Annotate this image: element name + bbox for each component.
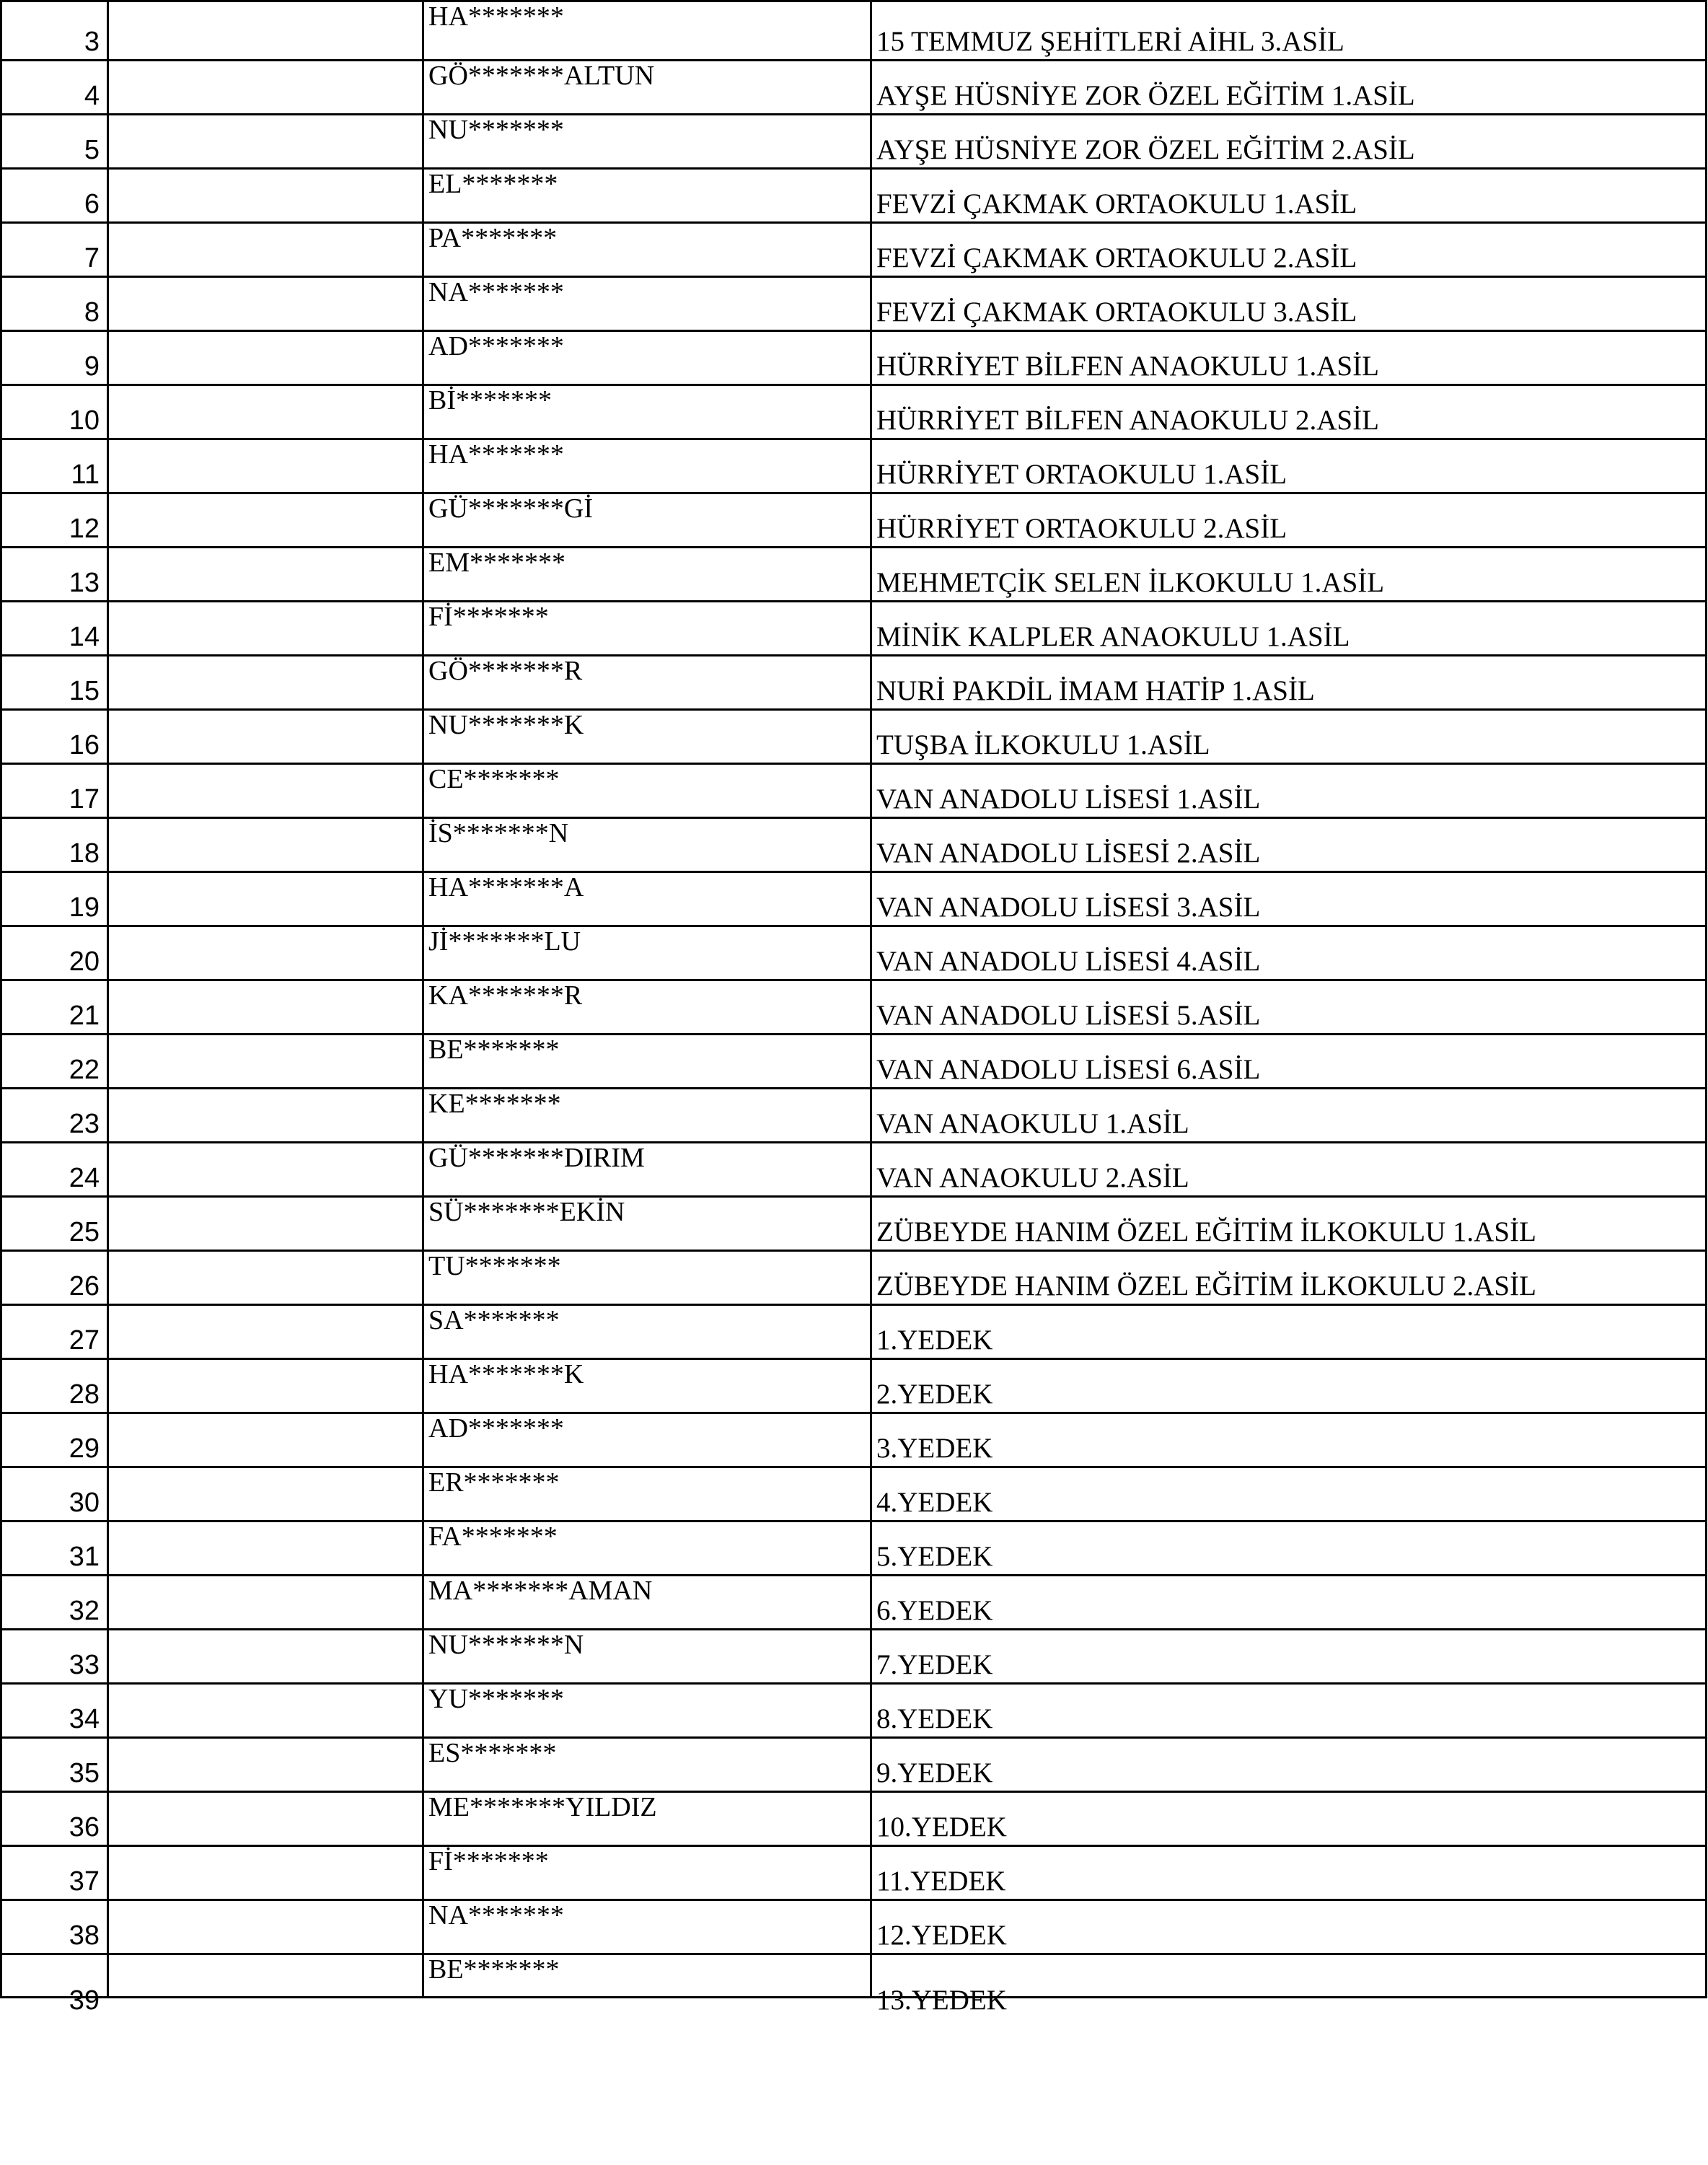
row-number-cell[interactable] [1, 980, 108, 1035]
table-row [1, 61, 1707, 115]
table-row [1, 1738, 1707, 1792]
school-assignment-cell[interactable] [871, 1035, 1707, 1089]
school-assignment: 7.YEDEK [876, 1649, 993, 1680]
row-number: 5 [84, 135, 100, 165]
row-number: 23 [69, 1109, 100, 1139]
empty-cell[interactable] [108, 1630, 423, 1684]
school-assignment: AYŞE HÜSNİYE ZOR ÖZEL EĞİTİM 1.ASİL [876, 80, 1415, 111]
row-number-cell[interactable] [1, 1684, 108, 1738]
empty-cell[interactable] [108, 818, 423, 872]
row-number: 16 [69, 730, 100, 760]
school-assignment-cell[interactable] [871, 1684, 1707, 1738]
school-assignment-cell[interactable] [871, 331, 1707, 385]
masked-name-cell[interactable] [423, 1359, 871, 1413]
row-number-cell[interactable] [1, 1630, 108, 1684]
table-row [1, 385, 1707, 439]
masked-name: HA*******K [428, 1359, 584, 1389]
masked-name: Jİ*******LU [428, 926, 581, 957]
row-number: 12 [69, 514, 100, 544]
school-assignment: VAN ANAOKULU 2.ASİL [876, 1162, 1189, 1193]
masked-name-cell[interactable] [423, 818, 871, 872]
masked-name-cell[interactable] [423, 656, 871, 710]
school-assignment: 2.YEDEK [876, 1379, 993, 1410]
row-number-cell[interactable] [1, 1413, 108, 1467]
row-number: 36 [69, 1812, 100, 1843]
empty-cell[interactable] [108, 1954, 423, 1998]
empty-cell[interactable] [108, 61, 423, 115]
table-row [1, 710, 1707, 764]
empty-cell[interactable] [108, 1197, 423, 1251]
school-assignment-cell[interactable] [871, 223, 1707, 277]
masked-name: Bİ******* [428, 385, 552, 416]
school-assignment: FEVZİ ÇAKMAK ORTAOKULU 1.ASİL [876, 188, 1357, 219]
school-assignment: VAN ANADOLU LİSESİ 6.ASİL [876, 1054, 1261, 1085]
row-number-cell[interactable] [1, 656, 108, 710]
table-row [1, 818, 1707, 872]
row-number-cell[interactable] [1, 548, 108, 602]
empty-cell[interactable] [108, 980, 423, 1035]
masked-name: KE******* [428, 1089, 561, 1119]
row-number-cell[interactable] [1, 710, 108, 764]
masked-name-cell[interactable] [423, 331, 871, 385]
masked-name-cell[interactable] [423, 385, 871, 439]
table-row [1, 548, 1707, 602]
school-assignment-cell[interactable] [871, 1900, 1707, 1954]
table-row [1, 1954, 1707, 1998]
school-assignment: ZÜBEYDE HANIM ÖZEL EĞİTİM İLKOKULU 2.ASİL [876, 1270, 1536, 1301]
row-number-cell[interactable] [1, 602, 108, 656]
masked-name-cell[interactable] [423, 1035, 871, 1089]
school-assignment-cell[interactable] [871, 439, 1707, 493]
masked-name-cell[interactable] [423, 548, 871, 602]
row-number-cell[interactable] [1, 1035, 108, 1089]
masked-name: ER******* [428, 1467, 560, 1498]
row-number-cell[interactable] [1, 1792, 108, 1846]
empty-cell[interactable] [108, 331, 423, 385]
empty-cell[interactable] [108, 169, 423, 223]
school-assignment: 6.YEDEK [876, 1595, 993, 1626]
empty-cell[interactable] [108, 1846, 423, 1900]
table-row [1, 169, 1707, 223]
school-assignment-cell[interactable] [871, 1143, 1707, 1197]
school-assignment-cell[interactable] [871, 710, 1707, 764]
school-assignment-cell[interactable] [871, 1089, 1707, 1143]
masked-name-cell[interactable] [423, 1684, 871, 1738]
school-assignment: 12.YEDEK [876, 1920, 1007, 1951]
masked-name: YU******* [428, 1684, 564, 1714]
masked-name: FA******* [428, 1521, 558, 1552]
masked-name: ES******* [428, 1738, 557, 1768]
school-assignment: AYŞE HÜSNİYE ZOR ÖZEL EĞİTİM 2.ASİL [876, 134, 1415, 165]
masked-name-cell[interactable] [423, 1305, 871, 1359]
school-assignment-cell[interactable] [871, 980, 1707, 1035]
masked-name-cell[interactable] [423, 926, 871, 980]
row-number: 19 [69, 892, 100, 923]
row-number-cell[interactable] [1, 1143, 108, 1197]
row-number-cell[interactable] [1, 385, 108, 439]
masked-name-cell[interactable] [423, 1089, 871, 1143]
empty-cell[interactable] [108, 710, 423, 764]
row-number-cell[interactable] [1, 1738, 108, 1792]
row-number-cell[interactable] [1, 1305, 108, 1359]
masked-name: HA******* [428, 1, 564, 32]
masked-name: HA*******A [428, 872, 584, 903]
table-row [1, 1900, 1707, 1954]
masked-name: Fİ******* [428, 1846, 549, 1876]
masked-name-cell[interactable] [423, 1738, 871, 1792]
table-row [1, 1, 1707, 61]
table-row [1, 1197, 1707, 1251]
table-row [1, 1521, 1707, 1576]
school-assignment-cell[interactable] [871, 818, 1707, 872]
school-assignment: VAN ANADOLU LİSESİ 2.ASİL [876, 838, 1261, 869]
masked-name: CE******* [428, 764, 560, 794]
row-number: 22 [69, 1055, 100, 1085]
table-row [1, 1251, 1707, 1305]
table-row [1, 1792, 1707, 1846]
row-number: 15 [69, 676, 100, 706]
table-row [1, 1684, 1707, 1738]
school-assignment: HÜRRİYET BİLFEN ANAOKULU 1.ASİL [876, 351, 1379, 382]
empty-cell[interactable] [108, 1684, 423, 1738]
school-assignment: MİNİK KALPLER ANAOKULU 1.ASİL [876, 621, 1350, 652]
empty-cell[interactable] [108, 1738, 423, 1792]
row-number-cell[interactable] [1, 1521, 108, 1576]
empty-cell[interactable] [108, 548, 423, 602]
row-number: 7 [84, 243, 100, 273]
school-assignment: FEVZİ ÇAKMAK ORTAOKULU 2.ASİL [876, 242, 1357, 273]
masked-name: GÖ*******R [428, 656, 583, 686]
row-number: 14 [69, 622, 100, 652]
school-assignment-cell[interactable] [871, 277, 1707, 331]
row-number: 24 [69, 1163, 100, 1193]
empty-cell[interactable] [108, 439, 423, 493]
empty-cell[interactable] [108, 1467, 423, 1521]
row-number: 18 [69, 838, 100, 869]
masked-name: AD******* [428, 331, 564, 361]
empty-cell[interactable] [108, 926, 423, 980]
row-number: 13 [69, 568, 100, 598]
row-number: 10 [69, 405, 100, 436]
school-assignment: NURİ PAKDİL İMAM HATİP 1.ASİL [876, 675, 1315, 706]
table-row [1, 1359, 1707, 1413]
row-number: 31 [69, 1542, 100, 1572]
empty-cell[interactable] [108, 493, 423, 548]
row-number: 34 [69, 1704, 100, 1734]
masked-name-cell[interactable] [423, 1846, 871, 1900]
school-assignment: 5.YEDEK [876, 1541, 993, 1572]
masked-name: GÜ*******Gİ [428, 493, 593, 524]
table-row [1, 1467, 1707, 1521]
row-number-cell[interactable] [1, 764, 108, 818]
school-assignment: 10.YEDEK [876, 1812, 1007, 1843]
row-number-cell[interactable] [1, 1089, 108, 1143]
row-number-cell[interactable] [1, 115, 108, 169]
row-number: 11 [71, 460, 100, 490]
row-number: 3 [84, 27, 100, 57]
school-assignment-cell[interactable] [871, 1521, 1707, 1576]
school-assignment: ZÜBEYDE HANIM ÖZEL EĞİTİM İLKOKULU 1.ASİL [876, 1216, 1536, 1247]
row-number: 21 [69, 1001, 100, 1031]
school-assignment: 15 TEMMUZ ŞEHİTLERİ AİHL 3.ASİL [876, 26, 1344, 57]
empty-cell[interactable] [108, 223, 423, 277]
school-assignment: HÜRRİYET ORTAOKULU 2.ASİL [876, 513, 1287, 544]
row-number-cell[interactable] [1, 331, 108, 385]
masked-name-cell[interactable] [423, 1792, 871, 1846]
masked-name: SA******* [428, 1305, 560, 1335]
empty-cell[interactable] [108, 656, 423, 710]
row-number: 27 [69, 1325, 100, 1356]
school-assignment: 13.YEDEK [876, 1985, 1007, 2016]
row-number: 38 [69, 1920, 100, 1951]
empty-cell[interactable] [108, 277, 423, 331]
masked-name-cell[interactable] [423, 1413, 871, 1467]
school-assignment-cell[interactable] [871, 1, 1707, 61]
row-number-cell[interactable] [1, 872, 108, 926]
masked-name-cell[interactable] [423, 1467, 871, 1521]
row-number: 20 [69, 947, 100, 977]
school-assignment-cell[interactable] [871, 493, 1707, 548]
school-assignment-cell[interactable] [871, 926, 1707, 980]
masked-name-cell[interactable] [423, 1521, 871, 1576]
school-assignment-cell[interactable] [871, 602, 1707, 656]
masked-name: NU*******N [428, 1630, 584, 1660]
school-assignment: VAN ANADOLU LİSESİ 4.ASİL [876, 946, 1261, 977]
masked-name-cell[interactable] [423, 602, 871, 656]
row-number: 35 [69, 1758, 100, 1788]
table-row [1, 1413, 1707, 1467]
row-number: 37 [69, 1866, 100, 1897]
school-assignment: VAN ANAOKULU 1.ASİL [876, 1108, 1189, 1139]
table-row [1, 493, 1707, 548]
table-row [1, 1089, 1707, 1143]
empty-cell[interactable] [108, 1792, 423, 1846]
masked-name: BE******* [428, 1954, 560, 1985]
row-number: 29 [69, 1433, 100, 1464]
empty-cell[interactable] [108, 1521, 423, 1576]
empty-cell[interactable] [108, 602, 423, 656]
masked-name: GÖ*******ALTUN [428, 61, 655, 91]
school-assignment-cell[interactable] [871, 1467, 1707, 1521]
table-row [1, 764, 1707, 818]
empty-cell[interactable] [108, 1305, 423, 1359]
table-row [1, 439, 1707, 493]
masked-name-cell[interactable] [423, 872, 871, 926]
school-assignment-cell[interactable] [871, 548, 1707, 602]
masked-name: BE******* [428, 1035, 560, 1065]
row-number-cell[interactable] [1, 1467, 108, 1521]
school-assignment: 9.YEDEK [876, 1757, 993, 1788]
masked-name-cell[interactable] [423, 439, 871, 493]
masked-name-cell[interactable] [423, 1630, 871, 1684]
school-assignment-cell[interactable] [871, 1954, 1707, 2016]
table-row [1, 1035, 1707, 1089]
row-number-cell[interactable] [1, 1576, 108, 1630]
school-assignment: 11.YEDEK [876, 1866, 1006, 1897]
masked-name: İS*******N [428, 818, 569, 848]
school-assignment-cell[interactable] [871, 1359, 1707, 1413]
empty-cell[interactable] [108, 1143, 423, 1197]
school-assignment-cell[interactable] [871, 656, 1707, 710]
empty-cell[interactable] [108, 115, 423, 169]
empty-cell[interactable] [108, 1, 423, 61]
table-row [1, 331, 1707, 385]
table-row [1, 926, 1707, 980]
school-assignment: FEVZİ ÇAKMAK ORTAOKULU 3.ASİL [876, 297, 1357, 328]
school-assignment: 1.YEDEK [876, 1325, 993, 1356]
table-row [1, 1305, 1707, 1359]
row-number: 25 [69, 1217, 100, 1247]
masked-name: NU******* [428, 115, 564, 145]
school-assignment-cell[interactable] [871, 1305, 1707, 1359]
school-assignment-cell[interactable] [871, 1738, 1707, 1792]
row-number: 9 [84, 351, 100, 382]
row-number: 33 [69, 1650, 100, 1680]
row-number-cell[interactable] [1, 1900, 108, 1954]
masked-name-cell[interactable] [423, 1143, 871, 1197]
row-number-cell[interactable] [1, 818, 108, 872]
masked-name: EM******* [428, 548, 565, 578]
masked-name: MA*******AMAN [428, 1576, 653, 1606]
empty-cell[interactable] [108, 1089, 423, 1143]
masked-name: NA******* [428, 1900, 564, 1931]
masked-name: Fİ******* [428, 602, 549, 632]
table-row [1, 223, 1707, 277]
school-assignment: VAN ANADOLU LİSESİ 3.ASİL [876, 892, 1261, 923]
masked-name: EL******* [428, 169, 558, 199]
school-assignment: 8.YEDEK [876, 1703, 993, 1734]
masked-name-cell[interactable] [423, 1251, 871, 1305]
empty-cell[interactable] [108, 1251, 423, 1305]
masked-name-cell[interactable] [423, 980, 871, 1035]
masked-name-cell[interactable] [423, 1576, 871, 1630]
row-number-cell[interactable] [1, 1197, 108, 1251]
row-number: 39 [69, 1985, 100, 2016]
empty-cell[interactable] [108, 1413, 423, 1467]
school-assignment-cell[interactable] [871, 872, 1707, 926]
masked-name-cell[interactable] [423, 223, 871, 277]
school-assignment-cell[interactable] [871, 1576, 1707, 1630]
masked-name: KA*******R [428, 980, 583, 1011]
row-number: 17 [69, 784, 100, 814]
empty-cell[interactable] [108, 1900, 423, 1954]
row-number-cell[interactable] [1, 439, 108, 493]
masked-name: NU*******K [428, 710, 584, 740]
school-assignment: VAN ANADOLU LİSESİ 5.ASİL [876, 1000, 1261, 1031]
school-assignment-cell[interactable] [871, 1630, 1707, 1684]
masked-name: NA******* [428, 277, 564, 307]
row-number: 4 [84, 81, 100, 111]
school-assignment: HÜRRİYET ORTAOKULU 1.ASİL [876, 459, 1287, 490]
row-number: 6 [84, 189, 100, 219]
empty-cell[interactable] [108, 872, 423, 926]
masked-name-cell[interactable] [423, 1954, 871, 1998]
table-row [1, 1846, 1707, 1900]
school-assignment: HÜRRİYET BİLFEN ANAOKULU 2.ASİL [876, 405, 1379, 436]
school-assignment-cell[interactable] [871, 61, 1707, 115]
empty-cell[interactable] [108, 1576, 423, 1630]
table-row [1, 656, 1707, 710]
row-number-cell[interactable] [1, 926, 108, 980]
school-assignment-cell[interactable] [871, 764, 1707, 818]
masked-name-cell[interactable] [423, 1900, 871, 1954]
school-assignment: 4.YEDEK [876, 1487, 993, 1518]
row-number-cell[interactable] [1, 223, 108, 277]
masked-name: PA******* [428, 223, 558, 253]
table-row [1, 872, 1707, 926]
masked-name: GÜ*******DIRIM [428, 1143, 645, 1173]
school-assignment-cell[interactable] [871, 169, 1707, 223]
masked-name-cell[interactable] [423, 169, 871, 223]
row-number-cell[interactable] [1, 493, 108, 548]
row-number-cell[interactable] [1, 61, 108, 115]
school-assignment-cell[interactable] [871, 1197, 1707, 1251]
row-number: 32 [69, 1596, 100, 1626]
masked-name-cell[interactable] [423, 115, 871, 169]
table-row [1, 1630, 1707, 1684]
masked-name-cell[interactable] [423, 1197, 871, 1251]
row-number-cell[interactable] [1, 1251, 108, 1305]
masked-name-cell[interactable] [423, 1, 871, 61]
empty-cell[interactable] [108, 1359, 423, 1413]
masked-name-cell[interactable] [423, 710, 871, 764]
table-row [1, 115, 1707, 169]
masked-name-cell[interactable] [423, 61, 871, 115]
row-number-cell[interactable] [1, 1846, 108, 1900]
row-number: 28 [69, 1379, 100, 1410]
table-body [1, 1, 1707, 2016]
row-number: 8 [84, 297, 100, 328]
school-assignment: 3.YEDEK [876, 1433, 993, 1464]
row-number-cell[interactable] [1, 1954, 108, 2016]
school-assignment: MEHMETÇİK SELEN İLKOKULU 1.ASİL [876, 567, 1385, 598]
empty-cell[interactable] [108, 385, 423, 439]
table-row [1, 602, 1707, 656]
table-row [1, 980, 1707, 1035]
row-number: 26 [69, 1271, 100, 1301]
school-assignment: TUŞBA İLKOKULU 1.ASİL [876, 729, 1210, 760]
school-assignment: VAN ANADOLU LİSESİ 1.ASİL [876, 783, 1261, 814]
masked-name: AD******* [428, 1413, 564, 1444]
masked-name-cell[interactable] [423, 277, 871, 331]
table-row [1, 277, 1707, 331]
empty-cell[interactable] [108, 764, 423, 818]
masked-name: TU******* [428, 1251, 561, 1281]
school-assignment-cell[interactable] [871, 385, 1707, 439]
table-row [1, 1143, 1707, 1197]
school-assignment-cell[interactable] [871, 1413, 1707, 1467]
row-number-cell[interactable] [1, 1359, 108, 1413]
school-assignment-cell[interactable] [871, 1792, 1707, 1846]
empty-cell[interactable] [108, 1035, 423, 1089]
table-row [1, 1576, 1707, 1630]
masked-name: SÜ*******EKİN [428, 1197, 625, 1227]
row-number: 30 [69, 1488, 100, 1518]
masked-name: HA******* [428, 439, 564, 470]
masked-name-cell[interactable] [423, 493, 871, 548]
masked-name: ME*******YILDIZ [428, 1792, 657, 1822]
school-assignment-cell[interactable] [871, 1846, 1707, 1900]
school-assignment-cell[interactable] [871, 1251, 1707, 1305]
school-assignment-cell[interactable] [871, 115, 1707, 169]
row-number-cell[interactable] [1, 277, 108, 331]
row-number-cell[interactable] [1, 169, 108, 223]
masked-name-cell[interactable] [423, 764, 871, 818]
row-number-cell[interactable] [1, 1, 108, 61]
